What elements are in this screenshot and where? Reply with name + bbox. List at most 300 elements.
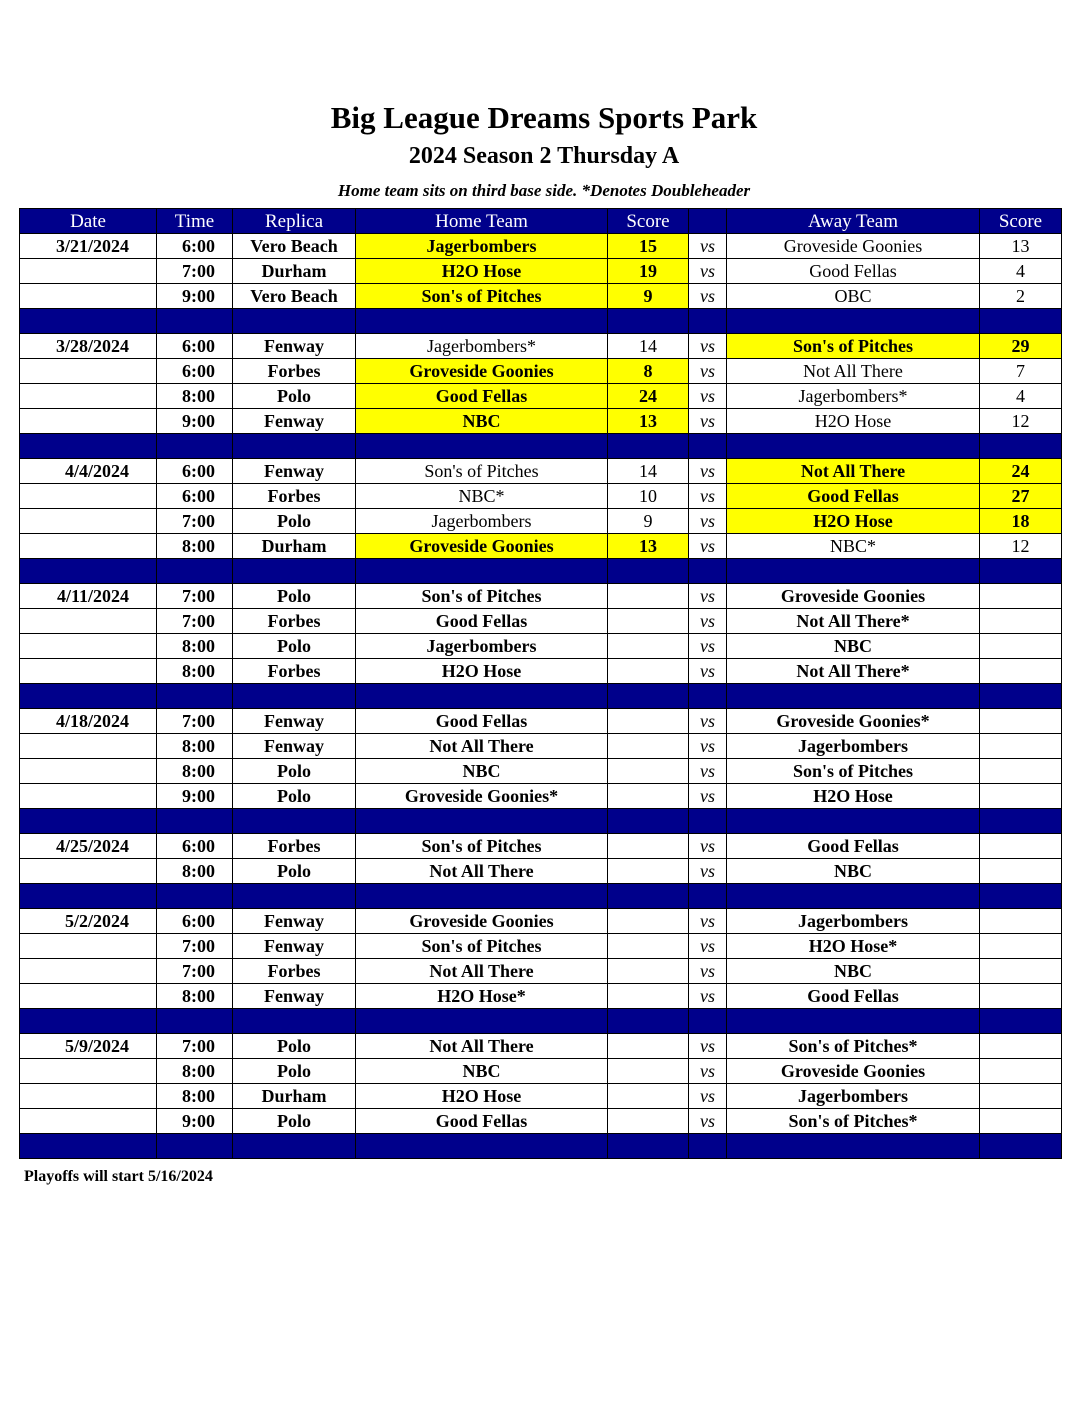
separator-cell [980,809,1062,834]
replica-cell: Forbes [233,834,356,859]
time-cell: 9:00 [157,409,233,434]
vs-cell: vs [689,334,727,359]
separator-cell [608,809,689,834]
replica-cell: Polo [233,384,356,409]
away-score-cell [980,834,1062,859]
replica-cell: Fenway [233,459,356,484]
replica-cell: Fenway [233,709,356,734]
date-cell [20,734,157,759]
home-score-cell [608,759,689,784]
time-cell: 7:00 [157,584,233,609]
separator-cell [727,309,980,334]
away-score-cell [980,934,1062,959]
separator-cell [233,884,356,909]
replica-cell: Polo [233,784,356,809]
home-score-cell [608,984,689,1009]
vs-cell: vs [689,734,727,759]
away-team-cell: NBC [727,634,980,659]
away-team-cell: H2O Hose [727,784,980,809]
away-team-cell: Jagerbombers [727,909,980,934]
replica-cell: Forbes [233,484,356,509]
table-row [20,584,1062,609]
table-row [20,759,1062,784]
separator-cell [20,309,157,334]
away-score-cell [980,734,1062,759]
home-team-cell: Good Fellas [356,609,608,634]
home-team-cell: H2O Hose [356,1084,608,1109]
separator-cell [727,434,980,459]
separator-cell [20,559,157,584]
away-team-cell: Jagerbombers [727,734,980,759]
away-score-cell [980,984,1062,1009]
date-cell: 3/28/2024 [20,334,157,359]
table-row [20,1034,1062,1059]
date-cell [20,284,157,309]
replica-cell: Durham [233,1084,356,1109]
home-score-cell [608,659,689,684]
replica-cell: Forbes [233,359,356,384]
time-cell: 7:00 [157,934,233,959]
date-cell [20,259,157,284]
home-team-cell: H2O Hose [356,259,608,284]
replica-cell: Polo [233,1109,356,1134]
table-row [20,1109,1062,1134]
away-team-cell: H2O Hose [727,409,980,434]
table-row [20,359,1062,384]
away-team-cell: Groveside Goonies [727,1059,980,1084]
date-cell: 4/11/2024 [20,584,157,609]
away-team-cell: OBC [727,284,980,309]
away-team-cell: Jagerbombers [727,1084,980,1109]
time-cell: 7:00 [157,609,233,634]
home-score-cell: 15 [608,234,689,259]
replica-cell: Durham [233,259,356,284]
home-team-cell: Son's of Pitches [356,834,608,859]
table-row [20,634,1062,659]
time-cell: 6:00 [157,909,233,934]
time-cell: 9:00 [157,784,233,809]
separator-cell [608,309,689,334]
date-cell: 5/2/2024 [20,909,157,934]
time-cell: 7:00 [157,509,233,534]
replica-cell: Polo [233,1034,356,1059]
vs-cell: vs [689,1084,727,1109]
home-score-cell [608,584,689,609]
date-cell: 3/21/2024 [20,234,157,259]
replica-cell: Vero Beach [233,234,356,259]
separator-cell [980,309,1062,334]
home-score-cell: 14 [608,334,689,359]
replica-cell: Durham [233,534,356,559]
home-score-cell [608,859,689,884]
home-team-cell: Son's of Pitches [356,934,608,959]
separator-cell [689,684,727,709]
away-team-cell: Son's of Pitches* [727,1109,980,1134]
time-cell: 8:00 [157,734,233,759]
away-team-cell: Not All There [727,459,980,484]
date-cell [20,409,157,434]
separator-cell [608,1009,689,1034]
home-team-cell: Not All There [356,859,608,884]
schedule-note: Home team sits on third base side. *Denotes Doubleheader [337,181,751,200]
week-separator-row [20,884,1062,909]
replica-cell: Polo [233,634,356,659]
away-score-cell: 12 [980,534,1062,559]
home-team-cell: Good Fellas [356,709,608,734]
time-cell: 6:00 [157,234,233,259]
home-score-cell [608,909,689,934]
table-row [20,709,1062,734]
separator-cell [727,1009,980,1034]
home-score-cell [608,1109,689,1134]
table-row [20,1059,1062,1084]
home-team-cell: Not All There [356,1034,608,1059]
separator-cell [608,559,689,584]
column-header-replica: Replica [233,209,356,234]
table-row [20,659,1062,684]
replica-cell: Fenway [233,409,356,434]
time-cell: 7:00 [157,1034,233,1059]
table-row [20,284,1062,309]
away-score-cell: 7 [980,359,1062,384]
replica-cell: Fenway [233,909,356,934]
separator-cell [20,884,157,909]
home-score-cell [608,709,689,734]
replica-cell: Fenway [233,934,356,959]
date-cell [20,1084,157,1109]
time-cell: 6:00 [157,459,233,484]
date-cell [20,659,157,684]
home-team-cell: Good Fellas [356,384,608,409]
separator-cell [608,1134,689,1159]
table-row [20,409,1062,434]
replica-cell: Fenway [233,334,356,359]
away-score-cell [980,584,1062,609]
home-score-cell: 19 [608,259,689,284]
home-score-cell: 9 [608,509,689,534]
table-row [20,959,1062,984]
vs-cell: vs [689,509,727,534]
separator-cell [689,884,727,909]
time-cell: 7:00 [157,259,233,284]
away-team-cell: Not All There* [727,609,980,634]
home-score-cell: 13 [608,409,689,434]
time-cell: 6:00 [157,484,233,509]
away-score-cell [980,759,1062,784]
away-score-cell: 29 [980,334,1062,359]
separator-cell [233,684,356,709]
away-team-cell: NBC [727,959,980,984]
away-score-cell [980,859,1062,884]
vs-cell: vs [689,534,727,559]
away-team-cell: Son's of Pitches* [727,1034,980,1059]
home-team-cell: NBC* [356,484,608,509]
away-team-cell: Groveside Goonies [727,584,980,609]
playoffs-note: Playoffs will start 5/16/2024 [24,1168,213,1185]
time-cell: 8:00 [157,1059,233,1084]
time-cell: 6:00 [157,334,233,359]
home-team-cell: Groveside Goonies [356,359,608,384]
separator-cell [689,1009,727,1034]
table-row [20,734,1062,759]
date-cell [20,634,157,659]
date-cell [20,759,157,784]
home-team-cell: H2O Hose [356,659,608,684]
separator-cell [356,434,608,459]
vs-cell: vs [689,909,727,934]
away-team-cell: NBC [727,859,980,884]
table-row [20,509,1062,534]
home-team-cell: H2O Hose* [356,984,608,1009]
time-cell: 9:00 [157,1109,233,1134]
separator-cell [356,684,608,709]
time-cell: 8:00 [157,859,233,884]
separator-cell [157,684,233,709]
separator-cell [980,684,1062,709]
vs-cell: vs [689,1109,727,1134]
time-cell: 9:00 [157,284,233,309]
home-score-cell [608,784,689,809]
table-row [20,784,1062,809]
vs-cell: vs [689,1034,727,1059]
home-score-cell: 24 [608,384,689,409]
away-score-cell: 24 [980,459,1062,484]
home-score-cell [608,1034,689,1059]
vs-cell: vs [689,234,727,259]
date-cell: 5/9/2024 [20,1034,157,1059]
column-header-date: Date [20,209,157,234]
away-score-cell [980,1109,1062,1134]
away-score-cell [980,959,1062,984]
vs-cell: vs [689,959,727,984]
table-row [20,384,1062,409]
separator-cell [980,1134,1062,1159]
separator-cell [356,1009,608,1034]
home-score-cell [608,959,689,984]
home-score-cell: 14 [608,459,689,484]
separator-cell [20,684,157,709]
home-team-cell: Groveside Goonies* [356,784,608,809]
away-team-cell: Not All There [727,359,980,384]
away-team-cell: Groveside Goonies [727,234,980,259]
schedule-table [19,208,1062,1159]
column-header-home-team: Home Team [356,209,608,234]
time-cell: 8:00 [157,759,233,784]
table-row [20,859,1062,884]
away-team-cell: Groveside Goonies* [727,709,980,734]
vs-cell: vs [689,409,727,434]
home-score-cell: 9 [608,284,689,309]
vs-cell: vs [689,584,727,609]
date-cell: 4/18/2024 [20,709,157,734]
date-cell [20,384,157,409]
table-row [20,1084,1062,1109]
replica-cell: Polo [233,509,356,534]
home-team-cell: Good Fellas [356,1109,608,1134]
separator-cell [233,1009,356,1034]
away-team-cell: Son's of Pitches [727,759,980,784]
replica-cell: Fenway [233,734,356,759]
vs-cell: vs [689,984,727,1009]
week-separator-row [20,434,1062,459]
home-score-cell [608,734,689,759]
table-row [20,334,1062,359]
column-header-vs [689,209,727,234]
vs-cell: vs [689,359,727,384]
home-team-cell: Not All There [356,734,608,759]
vs-cell: vs [689,484,727,509]
separator-cell [157,434,233,459]
home-team-cell: Jagerbombers* [356,334,608,359]
separator-cell [20,434,157,459]
separator-cell [356,884,608,909]
column-header-time: Time [157,209,233,234]
home-team-cell: Son's of Pitches [356,284,608,309]
separator-cell [157,1009,233,1034]
replica-cell: Forbes [233,659,356,684]
separator-cell [20,1009,157,1034]
vs-cell: vs [689,859,727,884]
table-row [20,259,1062,284]
time-cell: 6:00 [157,834,233,859]
date-cell [20,859,157,884]
vs-cell: vs [689,459,727,484]
vs-cell: vs [689,384,727,409]
time-cell: 8:00 [157,384,233,409]
separator-cell [20,809,157,834]
separator-cell [727,809,980,834]
separator-cell [980,434,1062,459]
home-team-cell: Jagerbombers [356,234,608,259]
home-score-cell [608,834,689,859]
vs-cell: vs [689,834,727,859]
vs-cell: vs [689,1059,727,1084]
replica-cell: Polo [233,584,356,609]
date-cell [20,509,157,534]
separator-cell [157,809,233,834]
separator-cell [356,309,608,334]
vs-cell: vs [689,759,727,784]
home-score-cell [608,1059,689,1084]
vs-cell: vs [689,659,727,684]
time-cell: 8:00 [157,534,233,559]
away-team-cell: NBC* [727,534,980,559]
date-cell [20,1109,157,1134]
replica-cell: Forbes [233,959,356,984]
away-score-cell [980,634,1062,659]
column-header-home-score: Score [608,209,689,234]
away-score-cell: 27 [980,484,1062,509]
vs-cell: vs [689,609,727,634]
table-row [20,234,1062,259]
separator-cell [727,1134,980,1159]
away-score-cell: 12 [980,409,1062,434]
date-cell [20,609,157,634]
home-score-cell: 13 [608,534,689,559]
separator-cell [727,559,980,584]
separator-cell [689,434,727,459]
vs-cell: vs [689,259,727,284]
separator-cell [689,559,727,584]
away-score-cell: 2 [980,284,1062,309]
separator-cell [157,309,233,334]
time-cell: 8:00 [157,984,233,1009]
table-row [20,909,1062,934]
replica-cell: Polo [233,859,356,884]
home-score-cell [608,609,689,634]
separator-cell [233,559,356,584]
table-row [20,459,1062,484]
home-score-cell: 10 [608,484,689,509]
separator-cell [157,1134,233,1159]
away-team-cell: Good Fellas [727,484,980,509]
home-score-cell [608,634,689,659]
separator-cell [233,1134,356,1159]
time-cell: 6:00 [157,359,233,384]
week-separator-row [20,1009,1062,1034]
separator-cell [608,684,689,709]
replica-cell: Forbes [233,609,356,634]
replica-cell: Polo [233,1059,356,1084]
away-score-cell [980,1034,1062,1059]
date-cell [20,784,157,809]
separator-cell [980,884,1062,909]
separator-cell [233,434,356,459]
separator-cell [727,884,980,909]
table-row [20,609,1062,634]
table-row [20,484,1062,509]
away-score-cell: 4 [980,384,1062,409]
home-team-cell: Groveside Goonies [356,909,608,934]
column-header-away-team: Away Team [727,209,980,234]
away-score-cell [980,1059,1062,1084]
page-subtitle: 2024 Season 2 Thursday A [408,143,680,169]
vs-cell: vs [689,709,727,734]
away-team-cell: Good Fellas [727,259,980,284]
separator-cell [356,1134,608,1159]
away-score-cell: 13 [980,234,1062,259]
date-cell [20,1059,157,1084]
table-row [20,984,1062,1009]
separator-cell [689,809,727,834]
date-cell [20,934,157,959]
week-separator-row [20,684,1062,709]
away-team-cell: H2O Hose* [727,934,980,959]
week-separator-row [20,559,1062,584]
separator-cell [608,434,689,459]
page-title: Big League Dreams Sports Park [330,100,758,135]
home-score-cell: 8 [608,359,689,384]
separator-cell [689,1134,727,1159]
separator-cell [233,809,356,834]
time-cell: 7:00 [157,959,233,984]
date-cell [20,534,157,559]
date-cell [20,984,157,1009]
date-cell [20,484,157,509]
separator-cell [689,309,727,334]
time-cell: 7:00 [157,709,233,734]
week-separator-row [20,809,1062,834]
separator-cell [356,809,608,834]
home-team-cell: Jagerbombers [356,509,608,534]
separator-cell [157,884,233,909]
home-score-cell [608,1084,689,1109]
home-team-cell: Jagerbombers [356,634,608,659]
date-cell [20,959,157,984]
time-cell: 8:00 [157,659,233,684]
home-team-cell: NBC [356,409,608,434]
vs-cell: vs [689,934,727,959]
